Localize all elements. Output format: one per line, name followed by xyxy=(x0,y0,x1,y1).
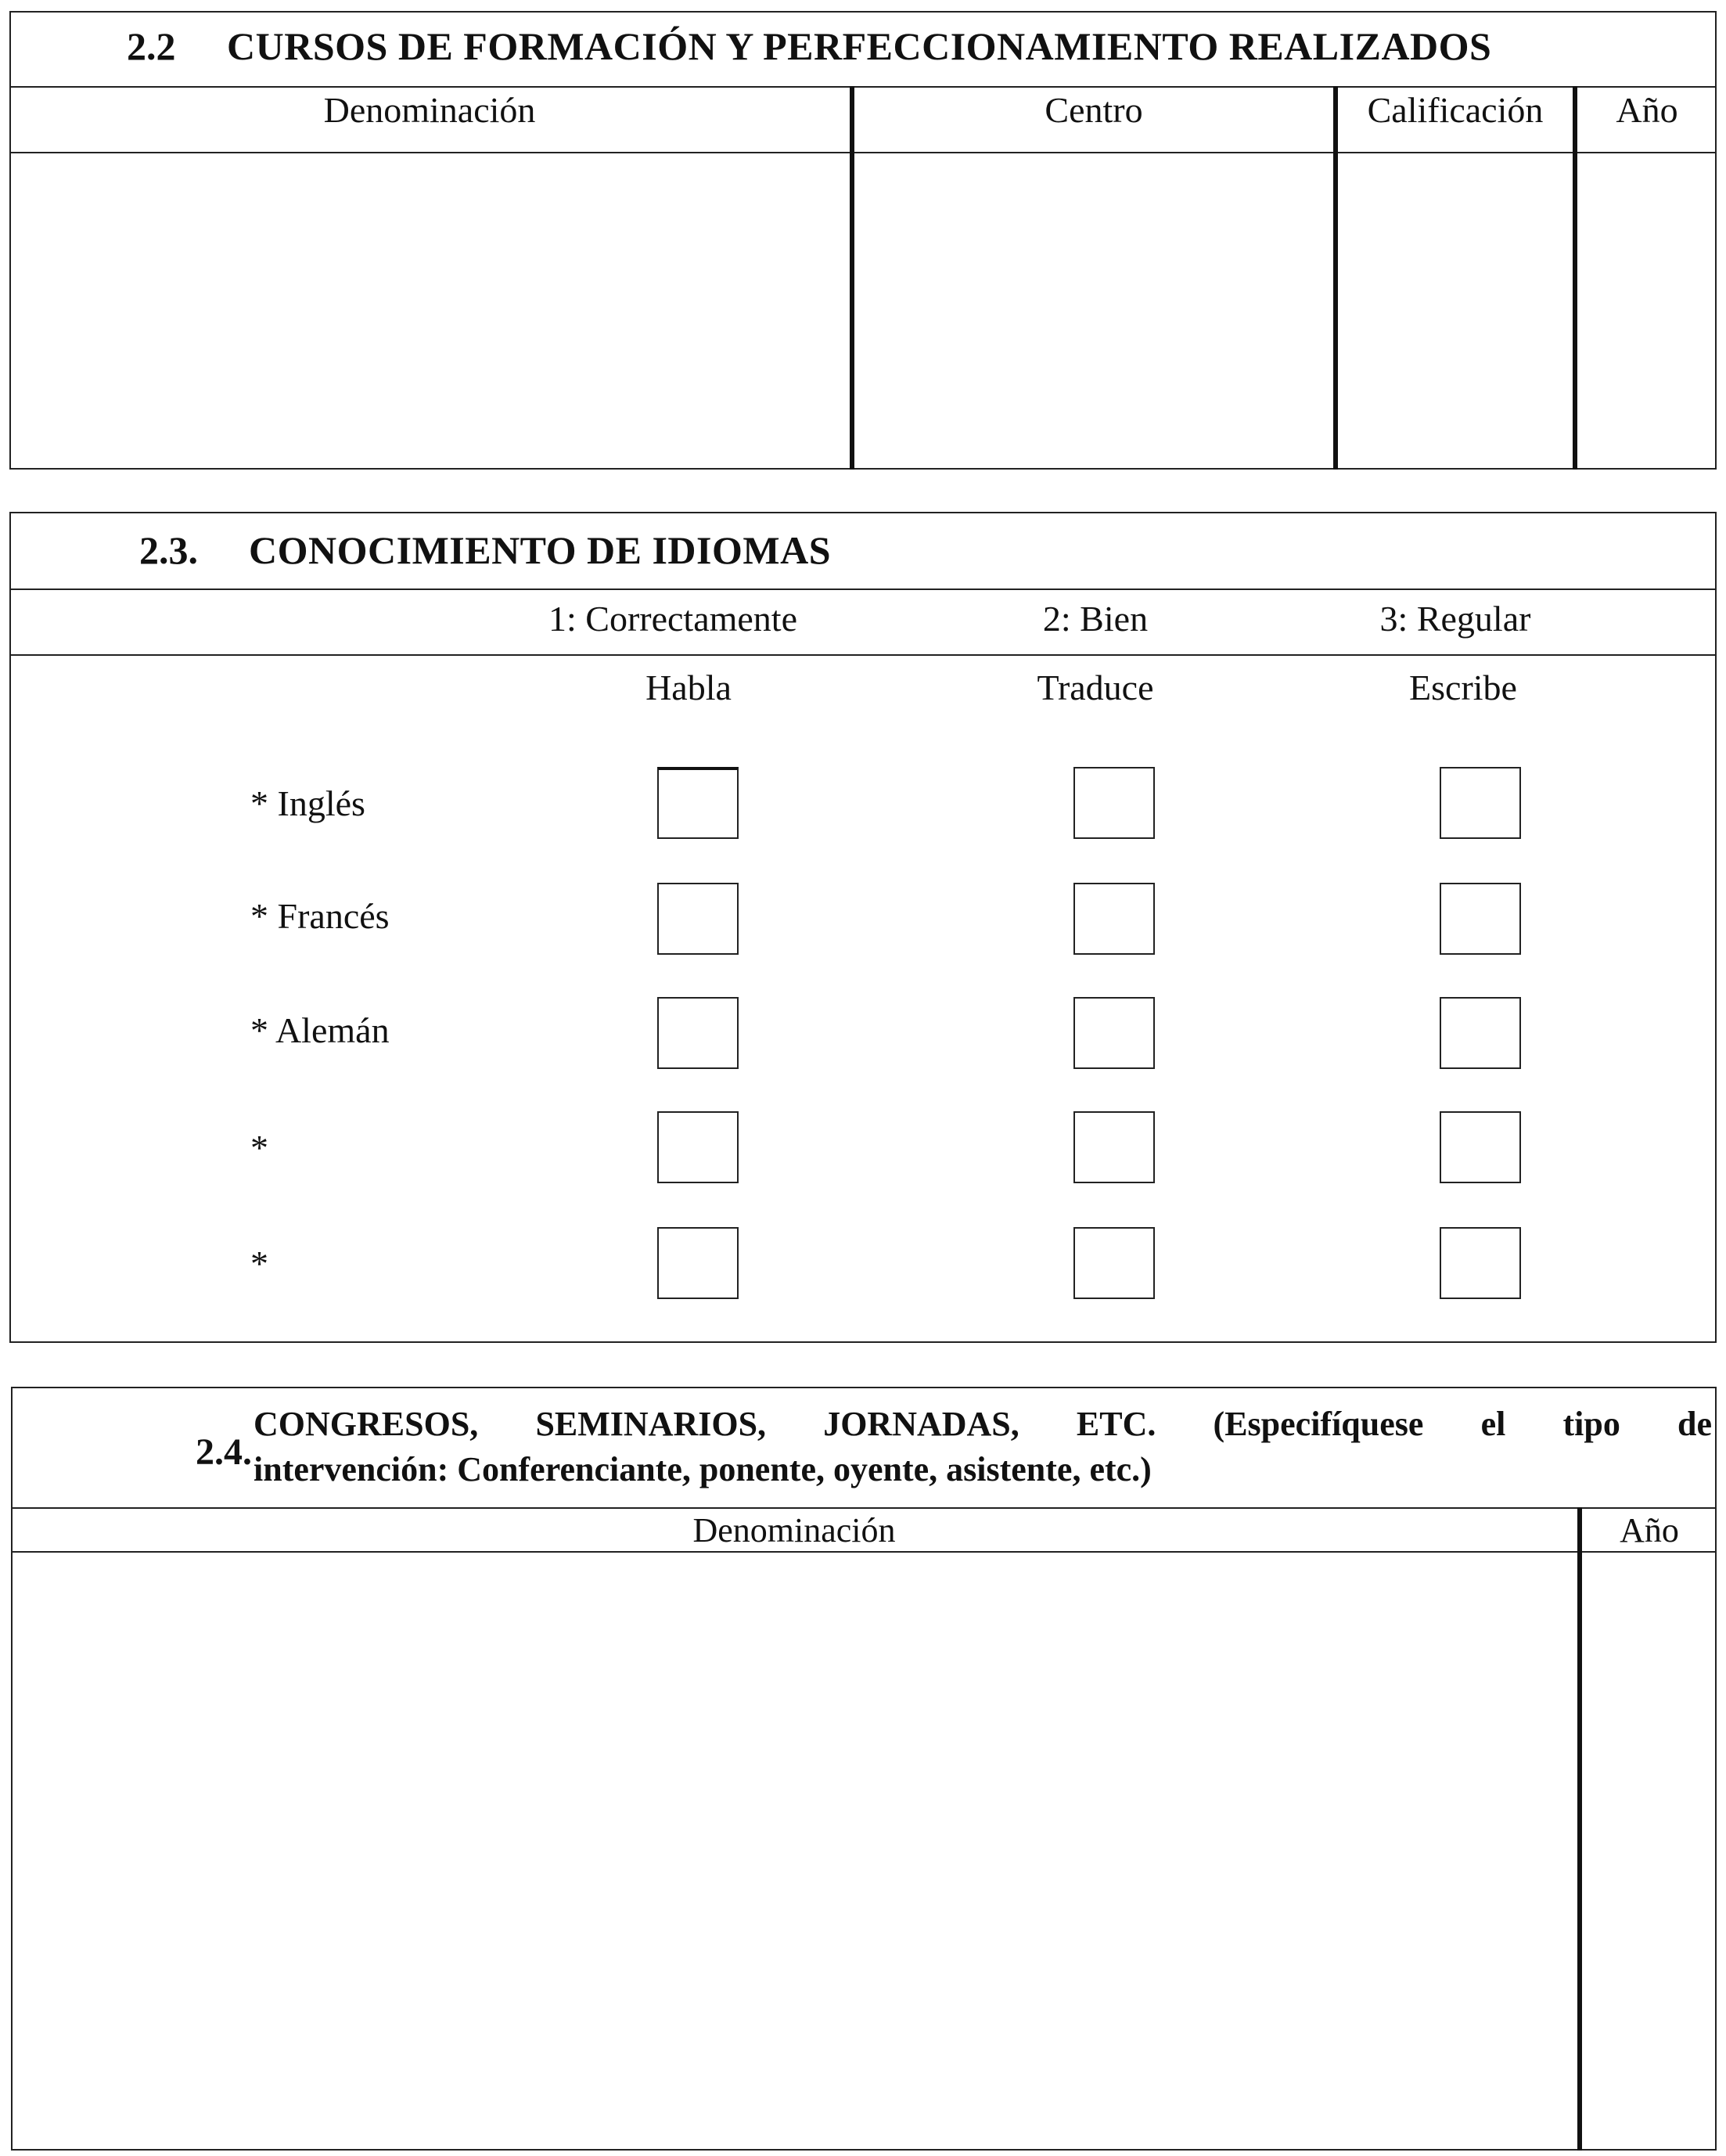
language-label-frances: * Francés xyxy=(250,896,390,936)
column-header-calificacion: Calificación xyxy=(1367,90,1544,130)
checkbox-other2-habla[interactable] xyxy=(657,1227,739,1299)
language-label-other-1: * xyxy=(250,1128,268,1168)
checkbox-other1-traduce[interactable] xyxy=(1073,1111,1155,1183)
scale-label-correctamente: 1: Correctamente xyxy=(548,599,798,639)
section-title: CURSOS DE FORMACIÓN Y PERFECCIONAMIENTO REALIZADOS xyxy=(227,24,1492,68)
divider xyxy=(9,86,1717,88)
input-denominacion-area[interactable] xyxy=(11,155,848,468)
column-header-centro: Centro xyxy=(1045,90,1143,130)
checkbox-other1-escribe[interactable] xyxy=(1440,1111,1521,1183)
scale-label-regular: 3: Regular xyxy=(1379,599,1531,639)
section-title: CONOCIMIENTO DE IDIOMAS xyxy=(249,528,831,572)
column-header-ano: Año xyxy=(1620,1511,1679,1550)
checkbox-other1-habla[interactable] xyxy=(657,1111,739,1183)
column-divider xyxy=(1333,86,1338,470)
input-ano-area[interactable] xyxy=(1579,155,1715,468)
language-label-other-2: * xyxy=(250,1244,268,1283)
skill-label-escribe: Escribe xyxy=(1409,668,1517,707)
column-divider xyxy=(1577,1507,1582,2151)
language-label-ingles: * Inglés xyxy=(250,783,365,823)
divider xyxy=(9,152,1717,153)
checkbox-aleman-traduce[interactable] xyxy=(1073,997,1155,1069)
language-label-aleman: * Alemán xyxy=(250,1010,390,1050)
checkbox-ingles-traduce[interactable] xyxy=(1073,767,1155,839)
section-title-line-1: CONGRESOS, SEMINARIOS, JORNADAS, ETC. (Especifíquese el tipo de xyxy=(254,1405,1712,1443)
column-divider xyxy=(850,86,854,470)
checkbox-aleman-escribe[interactable] xyxy=(1440,997,1521,1069)
checkbox-frances-traduce[interactable] xyxy=(1073,883,1155,955)
input-congresos-ano-area[interactable] xyxy=(1584,1554,1715,2147)
column-divider xyxy=(1573,86,1577,470)
skill-label-traduce: Traduce xyxy=(1037,668,1154,707)
divider xyxy=(11,1507,1717,1509)
skill-label-habla: Habla xyxy=(645,668,732,707)
section-number: 2.3. xyxy=(139,528,198,572)
input-calificacion-area[interactable] xyxy=(1339,155,1571,468)
column-header-ano: Año xyxy=(1616,90,1678,130)
divider xyxy=(9,588,1717,590)
scale-label-bien: 2: Bien xyxy=(1042,599,1149,639)
input-centro-area[interactable] xyxy=(856,155,1332,468)
section-number: 2.4. xyxy=(196,1431,252,1473)
checkbox-ingles-escribe[interactable] xyxy=(1440,767,1521,839)
checkbox-ingles-habla[interactable] xyxy=(657,767,739,839)
checkbox-other2-traduce[interactable] xyxy=(1073,1227,1155,1299)
checkbox-frances-escribe[interactable] xyxy=(1440,883,1521,955)
checkbox-frances-habla[interactable] xyxy=(657,883,739,955)
checkbox-aleman-habla[interactable] xyxy=(657,997,739,1069)
column-header-denominacion: Denominación xyxy=(323,90,536,130)
section-number: 2.2 xyxy=(127,24,176,68)
section-title-line-2: intervención: Conferenciante, ponente, oyente, asistente, etc.) xyxy=(254,1450,1152,1488)
divider xyxy=(9,654,1717,656)
checkbox-other2-escribe[interactable] xyxy=(1440,1227,1521,1299)
column-header-denominacion: Denominación xyxy=(692,1511,896,1550)
input-congresos-denominacion-area[interactable] xyxy=(13,1554,1576,2147)
divider xyxy=(11,1551,1717,1553)
